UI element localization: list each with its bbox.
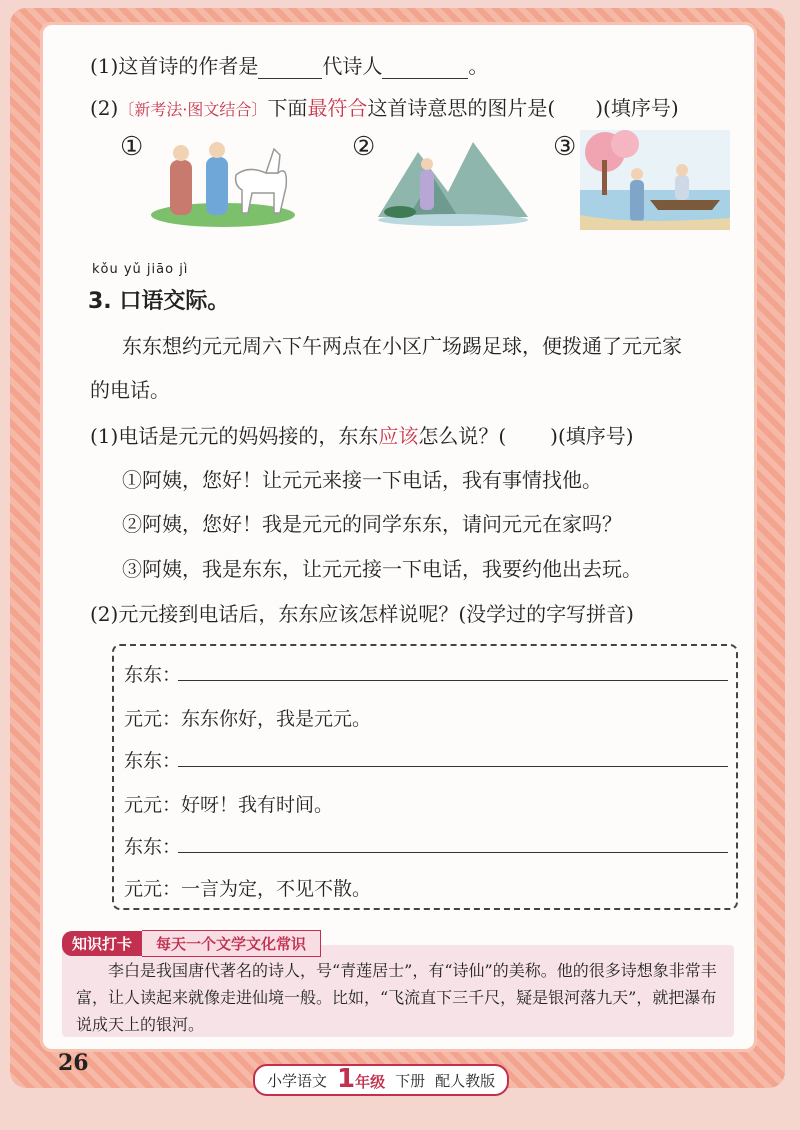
footer-grade-number: 1 (337, 1063, 356, 1094)
dialog-box (112, 644, 738, 910)
dialog-answer-line-1[interactable] (178, 680, 728, 681)
picture-option-3[interactable] (580, 130, 730, 230)
q2-sub2-text-a: 下面 (267, 96, 308, 120)
dialog-speaker: 东东： (124, 836, 182, 858)
page-number: 26 (58, 1050, 89, 1076)
dialog-answer-line-3[interactable] (178, 852, 728, 853)
q3-sub1 (90, 420, 634, 449)
q2-sub2-text-b: 这首诗意思的图片是( (367, 96, 556, 120)
knowledge-tip-subtitle: 每天一个文学文化常识 (142, 930, 321, 957)
option-marker-1: ① (120, 132, 144, 162)
dialog-row-6 (124, 874, 371, 901)
answer-blank-dynasty[interactable] (258, 58, 322, 79)
dialog-speaker: 东东： (124, 750, 182, 772)
picture-option-1[interactable] (148, 135, 298, 227)
choice-item-2[interactable]: ②阿姨，您好！我是元元的同学东东，请问元元在家吗？ (122, 512, 622, 536)
dialog-answer-line-2[interactable] (178, 766, 728, 767)
answer-blank-poet[interactable] (382, 58, 468, 79)
dialog-row-2 (124, 704, 371, 731)
footer-edition: 配人教版 (435, 1071, 496, 1090)
picture-option-2[interactable] (378, 132, 528, 227)
q3-sub1-text-a: (1)电话是元元的妈妈接的，东东 (90, 424, 379, 448)
q2-sub2-emphasis: 最符合 (307, 96, 368, 120)
q3-intro-line2: 的电话。 (90, 378, 170, 402)
dialog-speaker: 东东： (124, 664, 182, 686)
q2-sub2 (90, 92, 679, 121)
dialog-text: 一言为定，不见不散。 (181, 878, 372, 900)
knowledge-tip-text: 李白是我国唐代著名的诗人，号“青莲居士”，有“诗仙”的美称。他的很多诗想象非常丰富，让人读起来就像走进仙境一般。比如，“飞流直下三千尺，疑是银河落九天”，就把瀑布说成天上的银河。 (76, 961, 717, 1034)
footer-book-label (253, 1064, 509, 1096)
dialog-speaker: 元元： (124, 794, 182, 816)
dialog-text: 东东你好，我是元元。 (181, 708, 372, 730)
knowledge-tip-box (62, 945, 734, 1037)
option-marker-2: ② (352, 132, 376, 162)
q3-sub1-text-c: )(填序号) (550, 424, 634, 448)
q2-sub1 (90, 50, 488, 79)
q3-sub2: (2)元元接到电话后，东东应该怎样说呢？(没学过的字写拼音) (90, 602, 634, 626)
knowledge-tip-header (62, 932, 321, 954)
q2-sub1-mid: 代诗人 (322, 54, 383, 78)
choice-item-3[interactable]: ③阿姨，我是东东，让元元接一下电话，我要约他出去玩。 (122, 557, 642, 581)
q3-sub1-text-b: 怎么说？( (418, 424, 507, 448)
q2-sub2-num: (2) (90, 96, 119, 120)
dialog-row-4 (124, 790, 333, 817)
q2-sub1-prefix: (1)这首诗的作者是 (90, 54, 259, 78)
q3-intro-line1: 东东想约元元周六下午两点在小区广场踢足球，便拨通了元元家 (122, 334, 682, 358)
option-marker-3: ③ (553, 132, 577, 162)
dialog-text: 好呀！我有时间。 (181, 794, 334, 816)
footer-volume: 下册 (395, 1071, 426, 1090)
knowledge-tip-badge: 知识打卡 (62, 931, 142, 956)
dialog-speaker: 元元： (124, 708, 182, 730)
footer-subject: 小学语文 (267, 1071, 328, 1090)
footer-grade: 年级 (355, 1072, 386, 1091)
title-pinyin: kǒu yǔ jiāo jì (92, 262, 189, 277)
q2-sub1-end: 。 (468, 54, 489, 78)
q2-sub2-text-c: )(填序号) (595, 96, 679, 120)
new-question-tag: 〔新考法·图文结合〕 (118, 100, 268, 119)
q3-sub1-emphasis: 应该 (378, 424, 419, 448)
section-title-oral-communication: 3. 口语交际。 (88, 289, 230, 314)
dialog-speaker: 元元： (124, 878, 182, 900)
choice-item-1[interactable]: ①阿姨，您好！让元元来接一下电话，我有事情找他。 (122, 468, 602, 492)
